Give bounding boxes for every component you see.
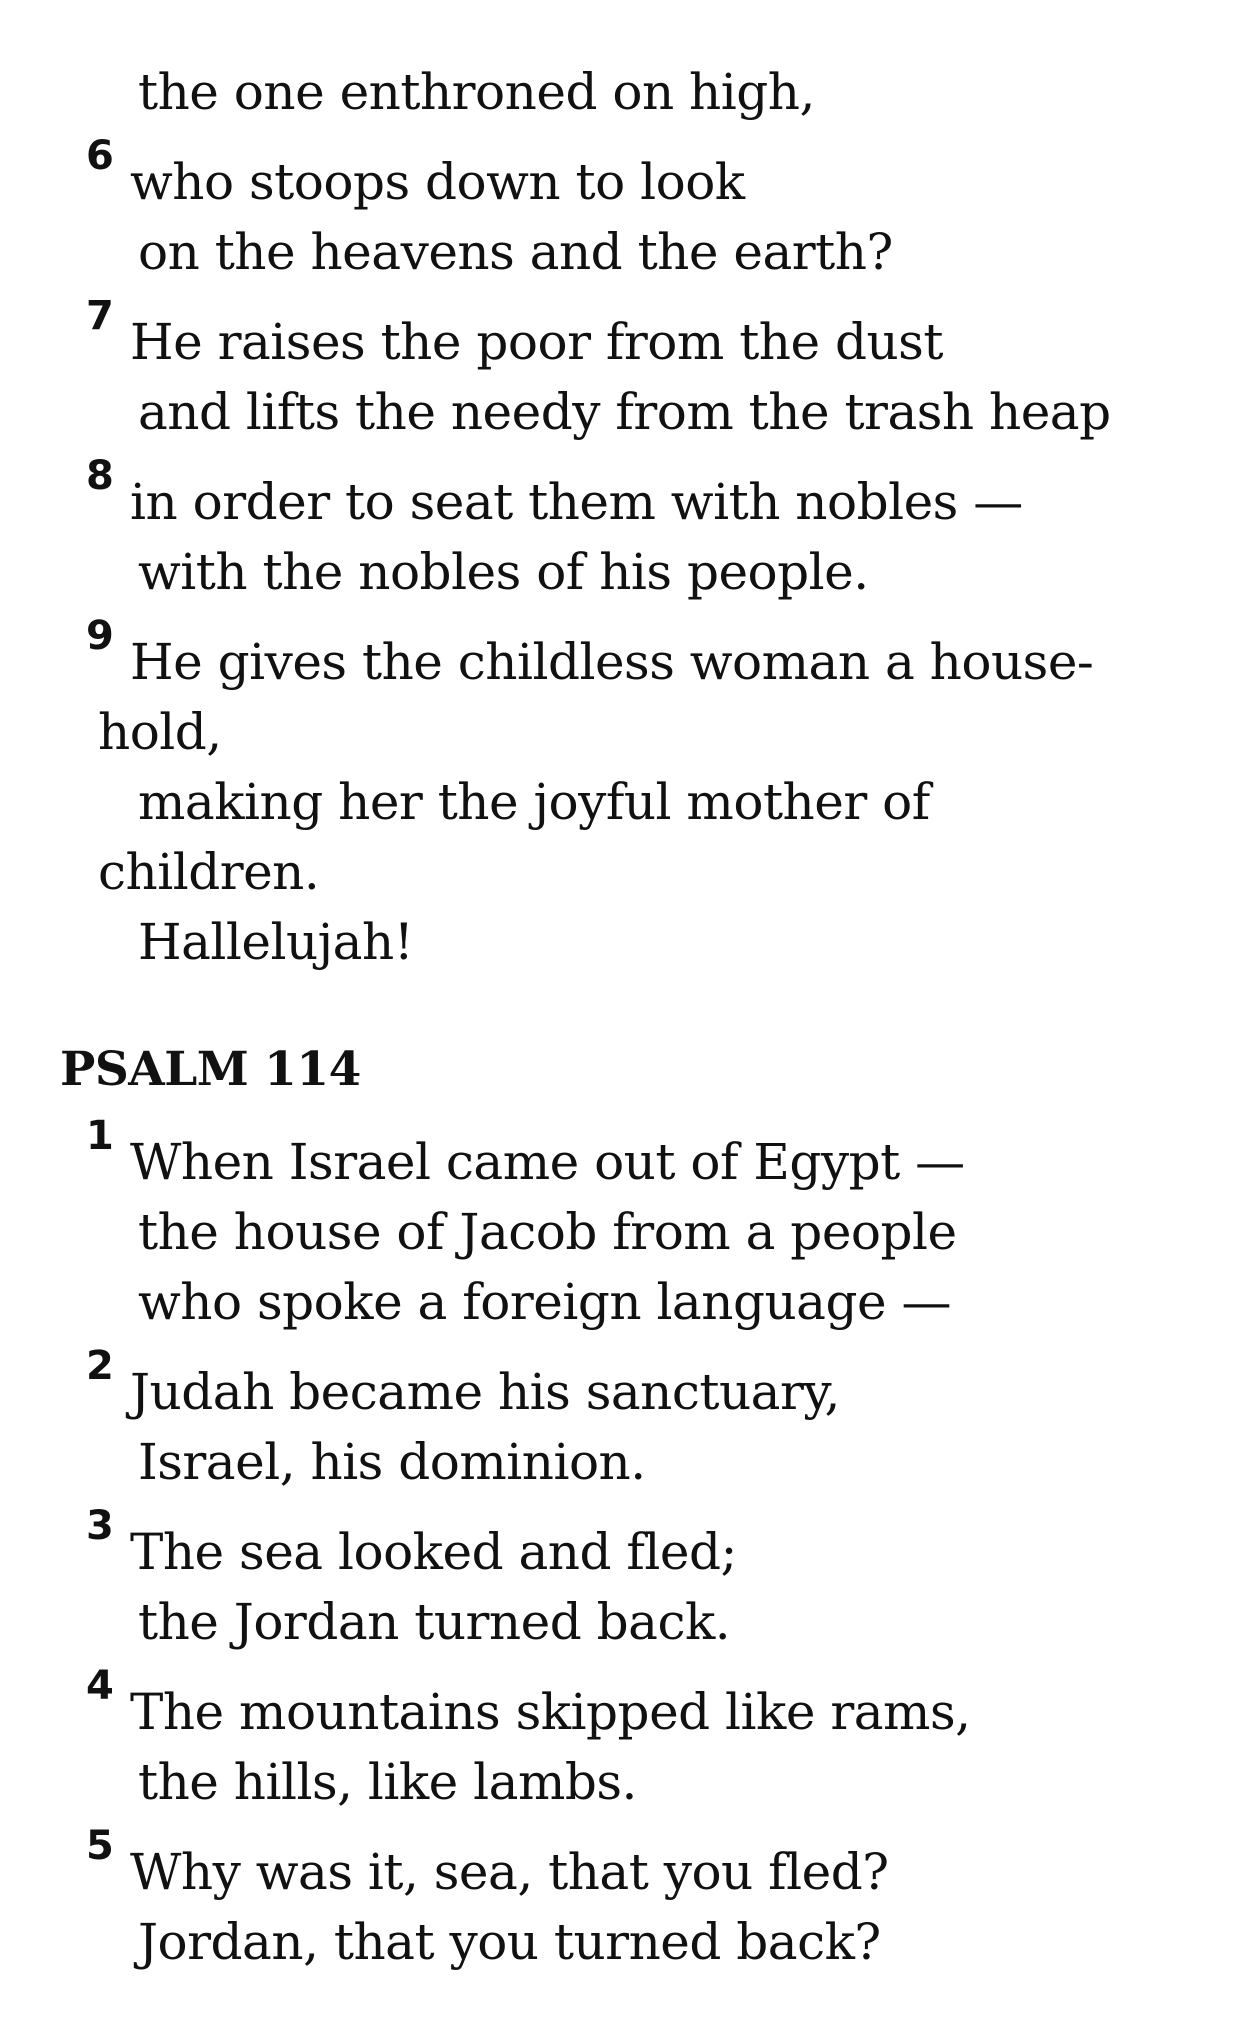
verse-1-line-1: When Israel came out of Egypt — bbox=[130, 1133, 965, 1191]
verse-9-line-2: making her the joyful mother of bbox=[138, 773, 930, 831]
verse-5-continuation: the one enthroned on high, bbox=[138, 63, 815, 121]
verse-number-7: 7 bbox=[86, 293, 114, 339]
verse-4-line-1: The mountains skipped like rams, bbox=[130, 1683, 971, 1741]
verse-2-line-1: Judah became his sanctuary, bbox=[130, 1363, 840, 1421]
verse-number-4: 4 bbox=[86, 1663, 114, 1709]
verse-3-line-1: The sea looked and fled; bbox=[130, 1523, 737, 1581]
verse-number-2: 2 bbox=[86, 1343, 114, 1389]
psalm-heading: PSALM 114 bbox=[60, 1042, 361, 1097]
verse-5-line-1: Why was it, sea, that you fled? bbox=[130, 1843, 889, 1901]
verse-1-line-2: the house of Jacob from a people bbox=[138, 1203, 957, 1261]
verse-number-6: 6 bbox=[86, 133, 114, 179]
verse-6-line-1: who stoops down to look bbox=[130, 153, 745, 211]
verse-number-1: 1 bbox=[86, 1113, 114, 1159]
verse-4-line-2: the hills, like lambs. bbox=[138, 1753, 637, 1811]
verse-7-line-2: and lifts the needy from the trash heap bbox=[138, 383, 1111, 441]
verse-5-line-2: Jordan, that you turned back? bbox=[138, 1913, 881, 1971]
verse-6-line-2: on the heavens and the earth? bbox=[138, 223, 893, 281]
verse-number-3: 3 bbox=[86, 1503, 114, 1549]
verse-number-8: 8 bbox=[86, 453, 114, 499]
verse-8-line-1: in order to seat them with nobles — bbox=[130, 473, 1023, 531]
verse-9-line-3: Hallelujah! bbox=[138, 913, 414, 971]
verse-8-line-2: with the nobles of his people. bbox=[138, 543, 869, 601]
verse-1-line-3: who spoke a foreign language — bbox=[138, 1273, 951, 1331]
verse-3-line-2: the Jordan turned back. bbox=[138, 1593, 731, 1651]
verse-number-5: 5 bbox=[86, 1823, 114, 1869]
verse-2-line-2: Israel, his dominion. bbox=[138, 1433, 646, 1491]
verse-9-line-2-wrap: children. bbox=[98, 843, 320, 901]
verse-7-line-1: He raises the poor from the dust bbox=[130, 313, 943, 371]
verse-number-9: 9 bbox=[86, 613, 114, 659]
verse-9-line-1: He gives the childless woman a house- bbox=[130, 633, 1094, 691]
verse-9-line-1-wrap: hold, bbox=[98, 703, 222, 761]
